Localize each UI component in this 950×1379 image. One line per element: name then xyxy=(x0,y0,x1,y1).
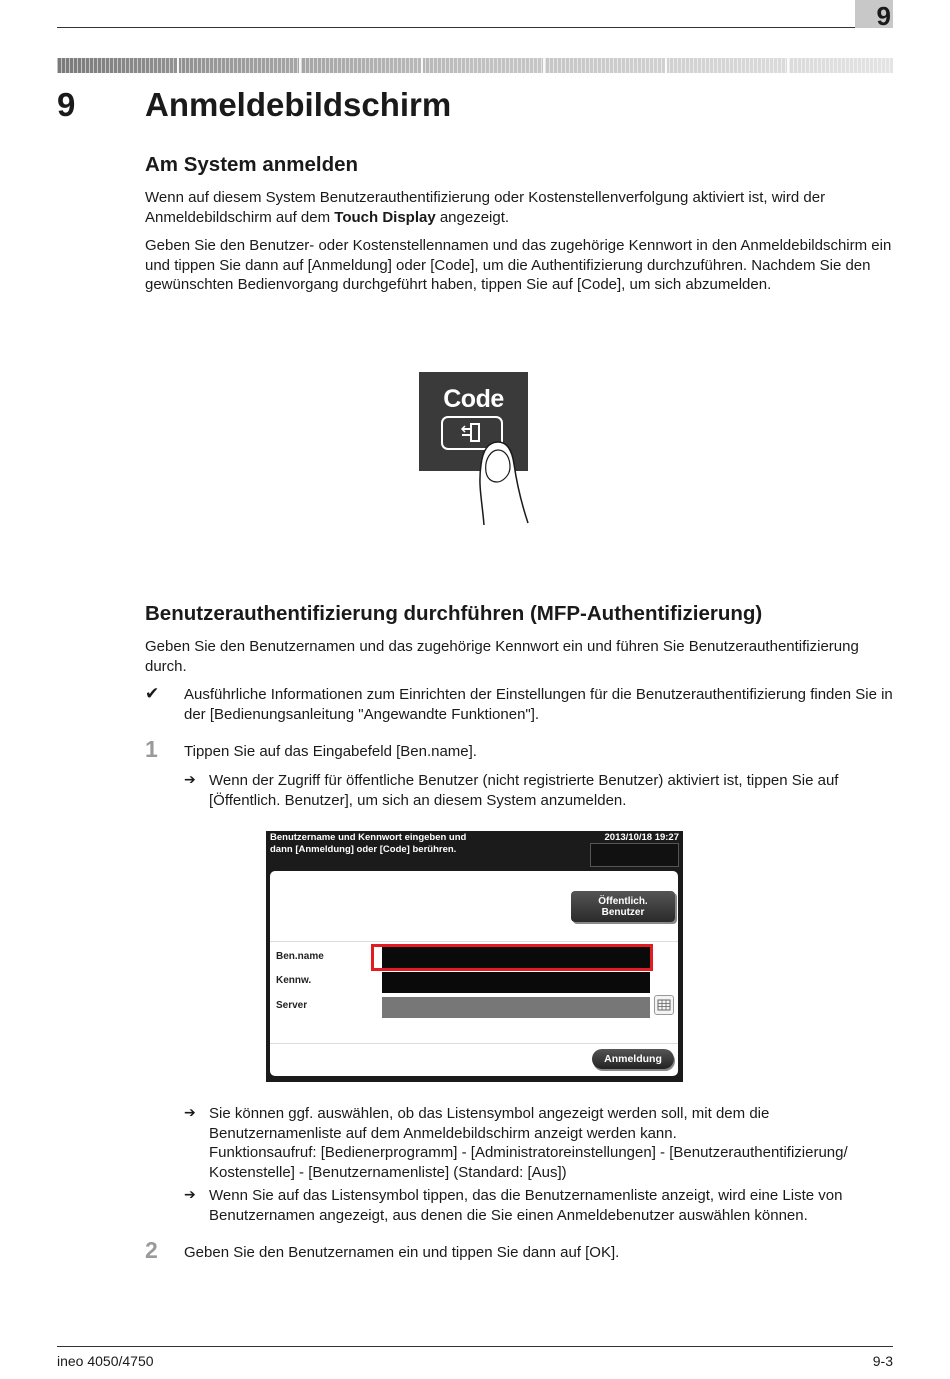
check-note: Ausführliche Informationen zum Einrichten der Einstellungen für die Benutzerauthentifizierung finden Sie in der [Bedienungsanleitung "Angewandte Funktionen"]. xyxy=(184,686,893,723)
section-heading-mfp-auth: Benutzerauthentifizierung durchführen (MFP-Authentifizierung) xyxy=(145,602,763,625)
step-1-text: Tippen Sie auf das Eingabefeld [Ben.name]. xyxy=(184,743,477,760)
footer-model: ineo 4050/4750 xyxy=(57,1353,154,1369)
paragraph-mfp-intro: Geben Sie den Benutzernamen und das zugehörige Kennwort ein und führen Sie Benutzerauthentifizierung durch. xyxy=(145,638,859,675)
screen-datetime: 2013/10/18 19:27 xyxy=(604,832,679,843)
note-list-symbol: Sie können ggf. auswählen, ob das Listensymbol angezeigt werden soll, mit dem die Benutzernamenliste auf dem Anmeldebildschirm anzeigt werden kann. Funktionsaufruf: [Bedienerprogramm] - [Administratoreinstellungen] - [Benutzerauthentifizierung/ Kostenstelle] - [Benutzernamenliste] (Standard: [Aus]) xyxy=(209,1105,848,1181)
note-list-tap: Wenn Sie auf das Listensymbol tippen, das die Benutzernamenliste anzeigt, wird eine Liste von Benutzernamen angezeigt, aus denen die Sie einen Anmeldebenutzer auswählen können. xyxy=(209,1187,843,1224)
step-number-1: 1 xyxy=(145,736,158,762)
arrow-icon: ➔ xyxy=(184,1186,196,1202)
touch-display-term: Touch Display xyxy=(334,208,436,226)
step-1-note: Wenn der Zugriff für öffentliche Benutzer (nicht registrierte Benutzer) aktiviert ist, tippen Sie auf [Öffentlich. Benutzer], um sich an diesem System anzumelden. xyxy=(209,772,839,809)
chapter-number: 9 xyxy=(57,86,76,123)
login-panel xyxy=(270,871,678,1076)
chapter-tab: 9 xyxy=(855,0,893,28)
arrow-icon: ➔ xyxy=(184,771,196,787)
arrow-icon: ➔ xyxy=(184,1104,196,1120)
footer-rule xyxy=(57,1346,893,1347)
label-username: Ben.name xyxy=(276,951,324,962)
divider-bottom xyxy=(270,1043,678,1044)
label-server: Server xyxy=(276,1000,308,1011)
label-password: Kennw. xyxy=(276,975,312,986)
footer-page-number: 9-3 xyxy=(872,1353,893,1369)
list-icon[interactable] xyxy=(654,995,674,1015)
divider xyxy=(270,941,678,942)
login-screen xyxy=(266,831,683,1082)
paragraph-instructions: Geben Sie den Benutzer- oder Kostenstellennamen und das zugehörige Kennwort in den Anmeldebildschirm ein und tippen Sie dann auf [Anmeldung] oder [Code], um die Authentifizierung durchzuführen. Nachdem Sie den gewünschten Bedienvorgang durchgeführt haben, tippen Sie auf [Code], um sich abzumelden. xyxy=(145,237,892,293)
public-user-button[interactable]: Öffentlich. Benutzer xyxy=(571,891,675,922)
code-label: Code xyxy=(443,385,504,413)
paragraph-intro: Wenn auf diesem System Benutzerauthentifizierung oder Kostenstellenverfolgung aktiviert ist, wird der Anmeldebildschirm auf dem Touch Display angezeigt. xyxy=(145,189,826,226)
header-rule xyxy=(57,27,855,28)
screen-message: Benutzername und Kennwort eingeben und dann [Anmeldung] oder [Code] berühren. xyxy=(270,832,467,855)
section-heading-login: Am System anmelden xyxy=(145,153,359,176)
server-field[interactable] xyxy=(382,997,650,1018)
status-box xyxy=(590,843,679,867)
chapter-title: Anmeldebildschirm xyxy=(145,86,452,123)
decorative-bar xyxy=(57,58,893,73)
login-button[interactable]: Anmeldung xyxy=(592,1049,674,1069)
password-field[interactable] xyxy=(382,972,650,993)
finger-icon xyxy=(470,430,540,530)
username-highlight xyxy=(371,944,653,971)
checkmark-icon: ✔ xyxy=(145,684,160,703)
step-2-text: Geben Sie den Benutzernamen ein und tippen Sie dann auf [OK]. xyxy=(184,1244,620,1261)
step-number-2: 2 xyxy=(145,1237,158,1263)
